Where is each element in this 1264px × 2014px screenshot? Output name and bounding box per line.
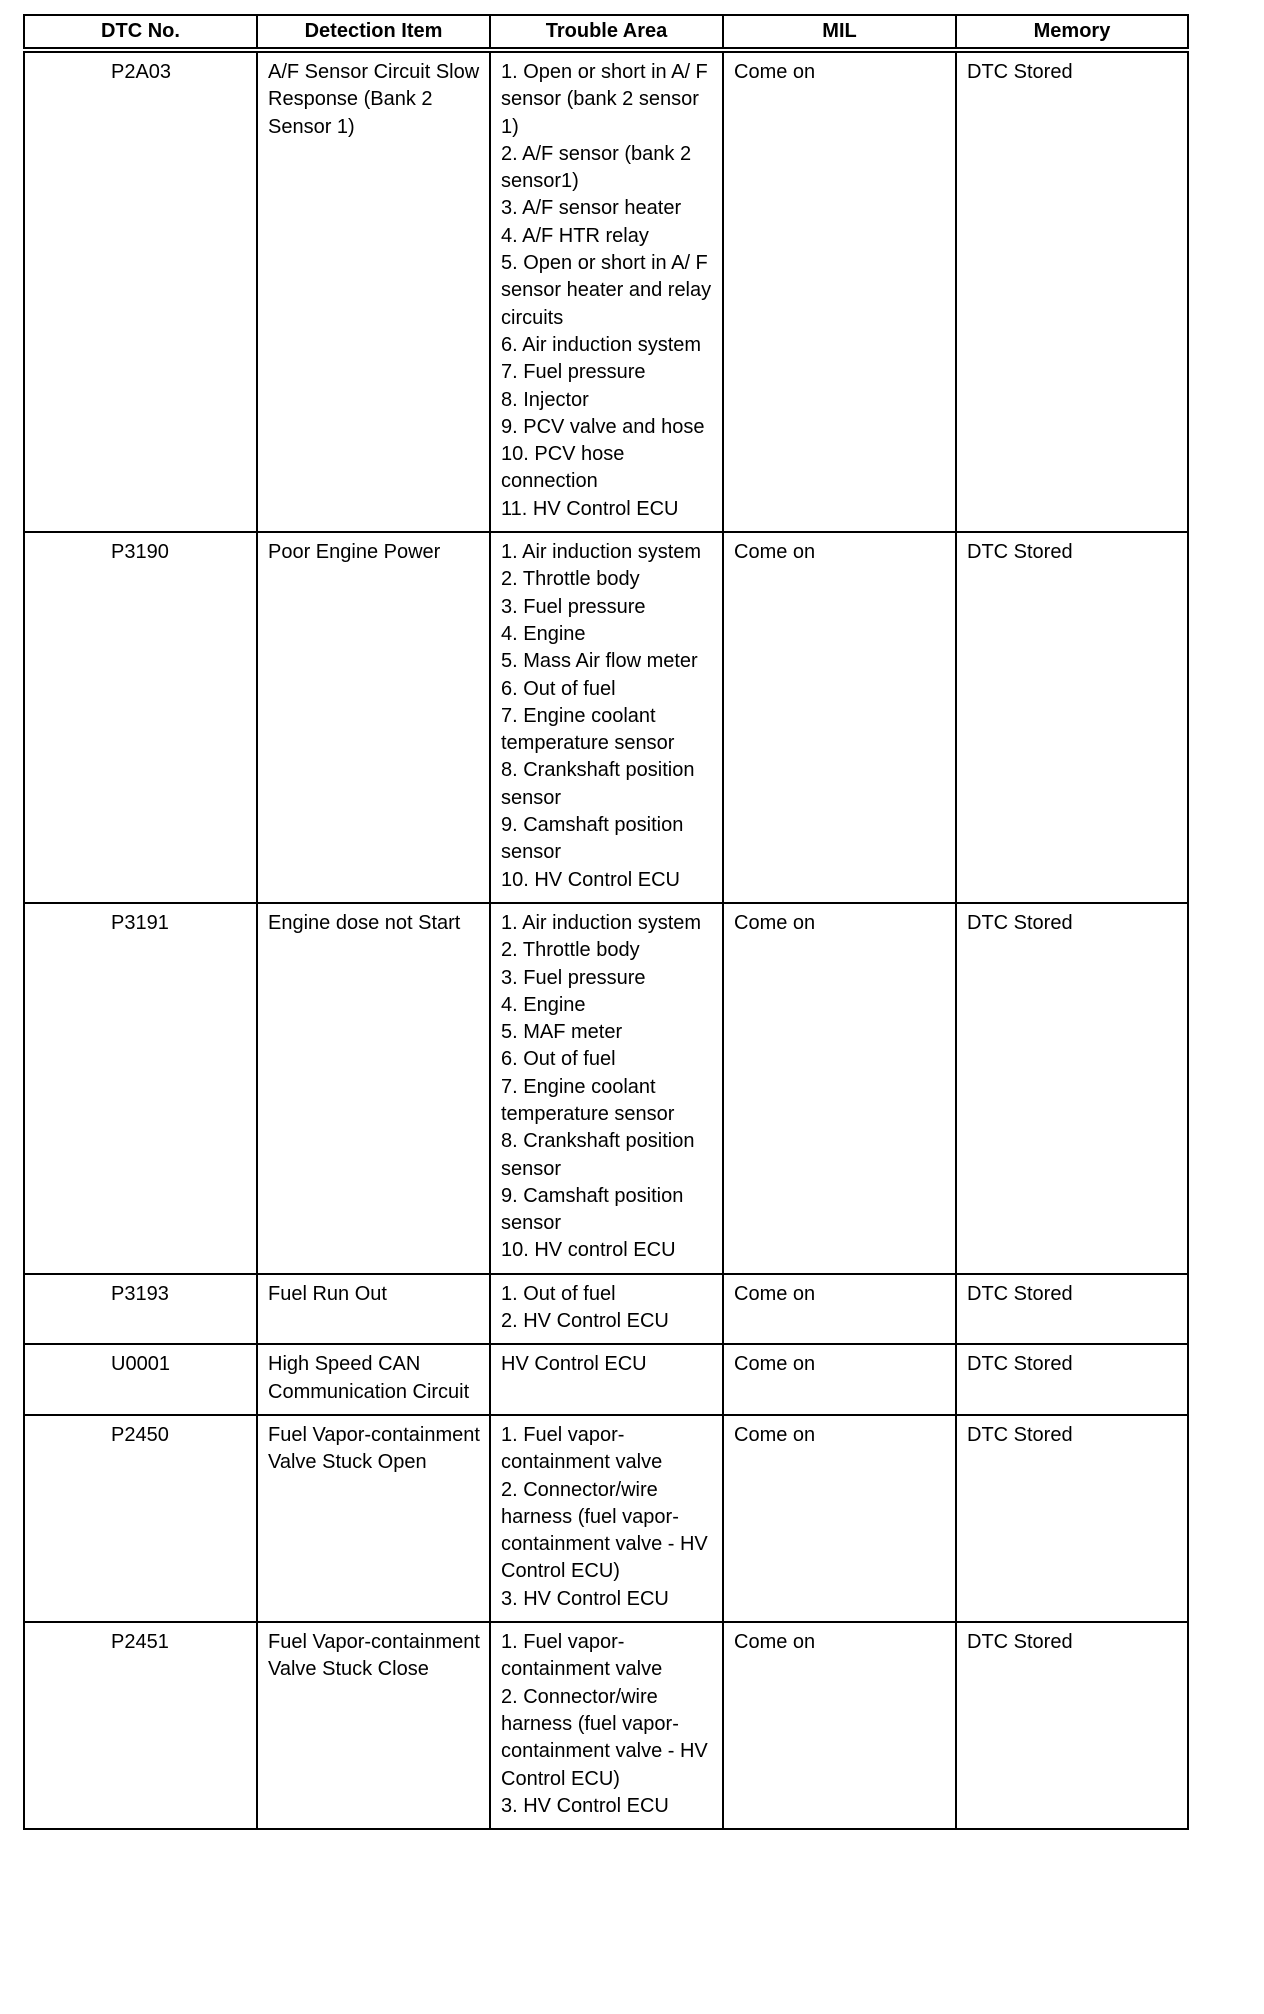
mil-cell: Come on (723, 50, 956, 532)
trouble-area-item: 3. Fuel pressure (501, 966, 646, 989)
dtc-code-cell: P2450 (24, 1415, 257, 1622)
memory-cell: DTC Stored (956, 1415, 1188, 1622)
trouble-area-item: HV Control ECU (501, 1353, 647, 1376)
table-body (24, 50, 1188, 1829)
trouble-area-cell (490, 1415, 723, 1622)
trouble-area-cell (490, 1274, 723, 1345)
dtc-code-cell: U0001 (24, 1344, 257, 1415)
trouble-area-item: 7. Fuel pressure (501, 361, 646, 384)
trouble-area-item: 8. Crankshaft position sensor (501, 759, 695, 809)
trouble-area-item: 7. Engine coolant temperature sensor (501, 704, 675, 755)
memory-cell: DTC Stored (956, 1274, 1188, 1345)
header-memory: Memory (956, 15, 1188, 50)
detection-item-cell: Engine dose not Start (257, 903, 490, 1274)
detection-item-cell: Poor Engine Power (257, 532, 490, 903)
memory-cell: DTC Stored (956, 903, 1188, 1274)
trouble-area-item: 4. Engine (501, 993, 586, 1016)
trouble-area-item: 3. A/F sensor heater (501, 197, 682, 220)
memory-cell: DTC Stored (956, 1344, 1188, 1415)
trouble-area-item: 8. Injector (501, 388, 589, 411)
table-row (24, 1344, 1188, 1415)
header-dtc-no: DTC No. (24, 15, 257, 50)
trouble-area-item: 10. HV Control ECU (501, 868, 680, 891)
trouble-area-cell (490, 532, 723, 903)
table-row (24, 532, 1188, 903)
header-trouble-area: Trouble Area (490, 15, 723, 50)
trouble-area-cell (490, 1622, 723, 1829)
trouble-area-item: 5. MAF meter (501, 1021, 623, 1044)
mil-cell: Come on (723, 1415, 956, 1622)
trouble-area-cell (490, 1344, 723, 1415)
memory-cell: DTC Stored (956, 50, 1188, 532)
trouble-area-item: 3. HV Control ECU (501, 1794, 669, 1817)
trouble-area-item: 1. Air induction system (501, 541, 702, 564)
trouble-area-item: 8. Crankshaft position sensor (501, 1130, 695, 1180)
trouble-area-cell (490, 50, 723, 532)
dtc-code-cell: P2451 (24, 1622, 257, 1829)
trouble-area-item: 2. HV Control ECU (501, 1310, 669, 1333)
memory-cell: DTC Stored (956, 1622, 1188, 1829)
trouble-area-item: 10. HV control ECU (501, 1239, 676, 1262)
trouble-area-item: 2. Connector/wire harness (fuel vapor-containment valve - HV Control ECU) (501, 1685, 708, 1790)
memory-cell: DTC Stored (956, 532, 1188, 903)
trouble-area-item: 11. HV Control ECU (501, 497, 679, 520)
trouble-area-item: 2. Throttle body (501, 939, 640, 962)
table-row (24, 1274, 1188, 1345)
trouble-area-item: 6. Air induction system (501, 333, 702, 356)
detection-item-cell: Fuel Vapor-containment Valve Stuck Close (257, 1622, 490, 1829)
trouble-area-item: 1. Out of fuel (501, 1282, 616, 1305)
table-row (24, 903, 1188, 1274)
trouble-area-item: 9. Camshaft position sensor (501, 1184, 684, 1235)
trouble-area-item: 1. Air induction system (501, 911, 702, 934)
mil-cell: Come on (723, 1622, 956, 1829)
header-row (24, 15, 1188, 50)
trouble-area-item: 10. PCV hose connection (501, 443, 625, 493)
mil-cell: Come on (723, 1344, 956, 1415)
table-header (24, 15, 1188, 50)
trouble-area-item: 9. Camshaft position sensor (501, 814, 684, 864)
mil-cell: Come on (723, 903, 956, 1274)
trouble-area-item: 1. Open or short in A/ F sensor (bank 2 sensor 1) (501, 61, 708, 138)
trouble-area-item: 2. Throttle body (501, 568, 640, 591)
trouble-area-item: 9. PCV valve and hose (501, 415, 705, 438)
trouble-area-item: 6. Out of fuel (501, 677, 616, 700)
trouble-area-item: 6. Out of fuel (501, 1048, 616, 1071)
dtc-code-cell: P3190 (24, 532, 257, 903)
detection-item-cell: High Speed CAN Communication Circuit (257, 1344, 490, 1415)
trouble-area-item: 5. Open or short in A/ F sensor heater and relay circuits (501, 252, 712, 329)
trouble-area-item: 1. Fuel vapor-containment valve (501, 1631, 663, 1681)
detection-item-cell: Fuel Run Out (257, 1274, 490, 1345)
dtc-code-cell: P3191 (24, 903, 257, 1274)
trouble-area-item: 7. Engine coolant temperature sensor (501, 1075, 675, 1125)
table-row (24, 50, 1188, 532)
trouble-area-item: 5. Mass Air flow meter (501, 650, 698, 673)
dtc-code-cell: P3193 (24, 1274, 257, 1345)
trouble-area-item: 3. HV Control ECU (501, 1587, 669, 1610)
table-row (24, 1415, 1188, 1622)
trouble-area-item: 2. Connector/wire harness (fuel vapor-containment valve - HV Control ECU) (501, 1478, 708, 1583)
trouble-area-item: 4. A/F HTR relay (501, 224, 649, 247)
mil-cell: Come on (723, 1274, 956, 1345)
mil-cell: Come on (723, 532, 956, 903)
trouble-area-item: 1. Fuel vapor-containment valve (501, 1423, 663, 1474)
detection-item-cell: A/F Sensor Circuit Slow Response (Bank 2 Sensor 1) (257, 50, 490, 532)
detection-item-cell: Fuel Vapor-containment Valve Stuck Open (257, 1415, 490, 1622)
dtc-code-cell: P2A03 (24, 50, 257, 532)
header-detection-item: Detection Item (257, 15, 490, 50)
trouble-area-cell (490, 903, 723, 1274)
header-mil: MIL (723, 15, 956, 50)
trouble-area-item: 4. Engine (501, 622, 586, 645)
dtc-table (23, 14, 1189, 1830)
table-row (24, 1622, 1188, 1829)
trouble-area-item: 2. A/F sensor (bank 2 sensor1) (501, 142, 692, 193)
trouble-area-item: 3. Fuel pressure (501, 595, 646, 618)
